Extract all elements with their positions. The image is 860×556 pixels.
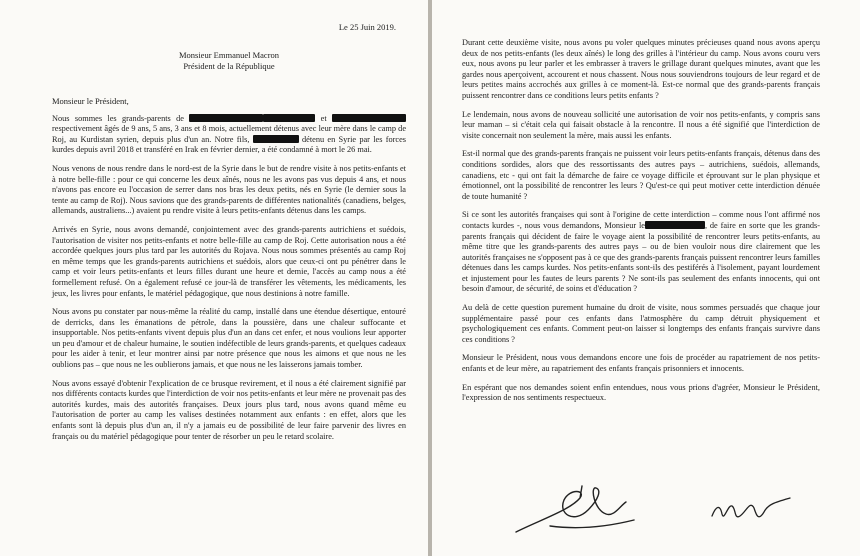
redacted-name xyxy=(253,135,299,143)
redacted-name xyxy=(645,221,705,229)
paragraph-9-part-b: , de faire en sorte que les grands-parents français qui décident de faire le voyage aient la possibilité de rencontrer leurs petits-enfants, au même titre que les grands-parents des autres pays – ou de bien vouloir nous dire clairement que les autorités françaises ne s'opposent pas à ce que des grands-parents français puissent rencontrer leurs familles détenues dans les camps kurdes. Nos petits-enfants sont-ils des pestiférés à l'isolement, payant lourdement et injustement pour les fautes de leurs parents ? Ne sont-ils pas seulement des enfants innocents, qui ont besoin d'amour, de sécurité, de soins et d'éducation ? xyxy=(462,220,820,294)
signature-2-icon xyxy=(706,486,796,530)
paragraph-1-part-d: détenu en Syrie par les forces kurdes depuis avril 2018 et transféré en Irak en février dernier, a été condamné à mort le 26 mai. xyxy=(52,134,406,155)
paragraph-4: Nous avons pu constater par nous-même la réalité du camp, installé dans une étendue désertique, entouré de derricks, dans les émanations de pétrole, dans la poussière, dans une chaleur suffocante et insupportable. Nos petits-enfants vivent depuis plus d'un an dans cet enfer, et nous voulions leur apporter un peu d'amour et de chaleur humaine, le soutien indéfectible de leurs grands-parents, et quelques cadeaux pour les aider à tenir, et leur montrer ainsi par notre présence que nous les aimons et que nous ne les oublions pas – que nous ne les oublierons jamais, et que nous ne les laisserons jamais tomber. xyxy=(52,307,406,370)
addressee-name: Monsieur Emmanuel Macron xyxy=(178,50,280,60)
redacted-name xyxy=(189,114,263,122)
addressee-block xyxy=(52,50,406,72)
paragraph-12: En espérant que nos demandes soient enfin entendues, nous vous prions d'agréer, Monsieur le Président, l'expression de nos sentiments respectueux. xyxy=(462,382,820,403)
paragraph-3: Arrivés en Syrie, nous avons demandé, conjointement avec des grands-parents autrichiens et suédois, l'autorisation de visiter nos petits-enfants et notre belle-fille au camp de Roj. Cette autorisation nous a été accordée quelques jours plus tard par les autorités du Rojava. Nous nous sommes présentés au camp Roj en même temps que les grands-parents autrichiens et suédois, alors que ceux-ci ont pu pénétrer dans le camp et voir leurs petits-enfants et leurs filles durant une heure et demie, l'accès au camp nous a été formellement refusé. On a également refusé ce jour-là de transférer les vêtements, les médicaments, les jeux, les livres pour enfants, le matériel pédagogique, que nous destinions à notre famille. xyxy=(52,224,406,298)
paragraph-1-part-a: Nous sommes les grands-parents de xyxy=(52,113,184,123)
letter-page-right xyxy=(432,0,860,556)
addressee-title: Président de la République xyxy=(183,60,275,71)
paragraph-11: Monsieur le Président, nous vous demandons encore une fois de procéder au rapatriement de nos petits-enfants et de leur mère, au rapatriement des enfants français prisonniers et innocents. xyxy=(462,353,820,374)
salutation: Monsieur le Président, xyxy=(52,95,129,106)
paragraph-9-part-a: Si ce sont les autorités françaises qui sont à l'origine de cette interdiction – comme nous l'ont affirmé nos contacts kurdes -, nous vous demandons, Monsieur le xyxy=(462,210,820,230)
paragraph-2: Nous venons de nous rendre dans le nord-est de la Syrie dans le but de rendre visite à nos petits-enfants et à notre belle-fille : pour ce qui concerne les deux aînés, nous ne les avons pas vus depuis 4 ans, et nous n'avons pas encore eu l'occasion de serrer dans nos bras les deux petits, nés en Syrie (le dernier sous la tente au camp de Roj). Nous savions que des grands-parents de différentes nationalités (canadiens, belges, allemands, australiens...) avaient pu rendre visite à leurs petits-enfants détenus dans les camps. xyxy=(52,163,406,216)
paragraph-1-part-c: respectivement âgés de 9 ans, 5 ans, 3 ans et 8 mois, actuellement détenus avec leur mère dans le camp de Roj, au Kurdistan syrien, depuis plus d'un an. Notre fils, xyxy=(52,124,406,144)
paragraph-9 xyxy=(462,210,820,295)
paragraph-1-part-b: et xyxy=(320,113,327,123)
paragraph-10: Au delà de cette question purement humaine du droit de visite, nous sommes persuadés que chaque jour supplémentaire passé pour ces enfants dans l'atmosphère du camp détruit physiquement et psychologiquement ces enfants. Comment peut-on laisser si longtemps des enfants français survivre dans ces conditions ? xyxy=(462,303,820,344)
paragraph-8: Est-il normal que des grands-parents français ne puissent voir leurs petits-enfants français, détenus dans des conditions sordides, alors que des ressortissants des autres pays – autrichiens, suédois, allemands, canadiens, etc - qui ont fait la démarche de faire ce voyage difficile et éprouvant sur le plan physique et émotionnel, ont la possibilité de rencontrer les leurs ? Qu'est-ce qui peut motiver cette interdiction dénuée de toute humanité ? xyxy=(462,149,820,201)
letter-date: Le 25 Juin 2019. xyxy=(338,22,396,32)
paragraph-7: Le lendemain, nous avons de nouveau sollicité une autorisation de voir nos petits-enfants, y compris sans leur maman – si c'était cela qui faisait obstacle à la rencontre. Il nous a été signifié que l'interdiction de visite concernait non seulement la mère, mais aussi les enfants. xyxy=(462,109,820,140)
paragraph-1 xyxy=(52,114,406,156)
signature-block xyxy=(470,478,830,548)
paragraph-6: Durant cette deuxième visite, nous avons pu voler quelques minutes précieuses quand nous avons aperçu deux de nos petits-enfants (les deux aînés) le long des grilles à l'intérieur du camp. Nous avons couru vers eux, nous avons pu leur parler et les embrasser à travers le grillage durant quelques minutes, avant que les gardes nous aperçoivent, accourent et nous chassent. Nous nous souviendrons toujours de leur regard et de leurs petites mains accrochés aux grilles à ce moment-là. Est-ce normal que des grands-parents français puissent rencontrer dans ce conditions leurs petits enfants ? xyxy=(462,38,820,100)
redacted-name xyxy=(263,114,315,122)
letter-page-left xyxy=(0,0,428,556)
signature-1-icon xyxy=(510,480,640,542)
redacted-name xyxy=(332,114,406,122)
paragraph-5: Nous avons essayé d'obtenir l'explication de ce brusque revirement, et il nous a été clairement signifié par nos différents contacts kurdes que l'interdiction de voir nos petits-enfants et leur mère ne provenait pas des autorités kurdes, mais des autorités françaises. Deux jours plus tard, nous avons quand même eu l'autorisation de porter au camp les valises destinées notamment aux enfants : en effet, alors que les enfants sont là depuis plus d'un an, il n'y a jamais eu de possibilité de leur faire parvenir des livres en français ou du matériel pédagogique pour tenter de résorber un peu le retard scolaire. xyxy=(52,378,406,441)
